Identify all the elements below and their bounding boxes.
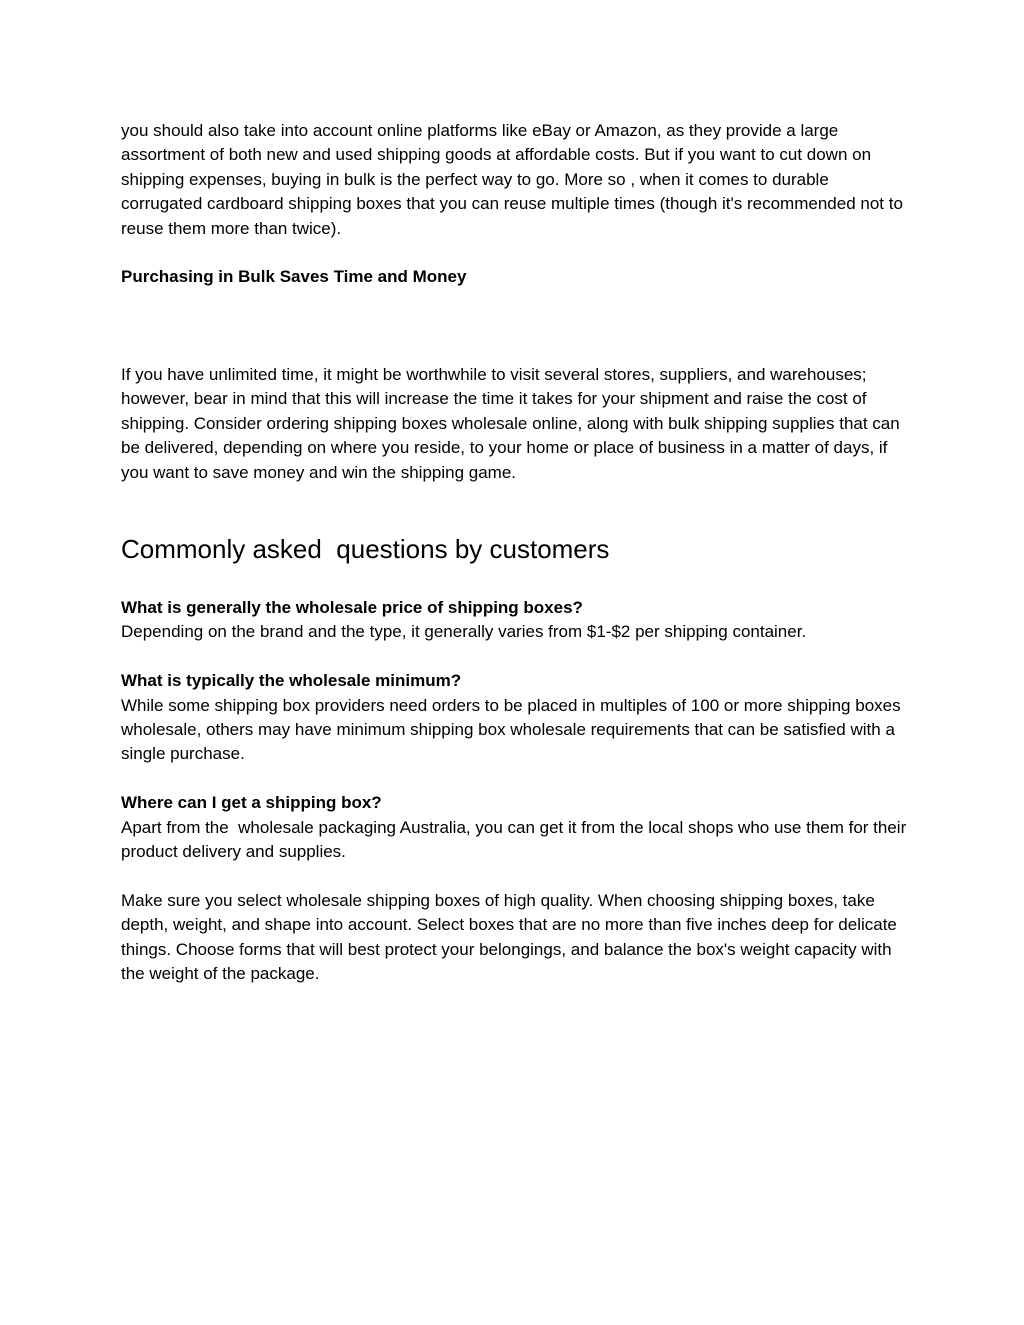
faq-question: Where can I get a shipping box? [121,793,382,813]
faq-answer: Apart from the wholesale packaging Australia, you can get it from the local shops who use them for their product delivery and supplies. [121,817,911,862]
intro-paragraph: you should also take into account online platforms like eBay or Amazon, as they provide a large assortment of both new and used shipping goods at affordable costs. But if you want to cut down on shipping expenses, buying in bulk is the perfect way to go. More so , when it comes to durable corrugated cardboard shipping boxes that you can reuse multiple times (though it's recommended not to reuse them more than twice). [121,121,903,238]
bulk-section-heading: Purchasing in Bulk Saves Time and Money [121,267,467,287]
faq-answer: While some shipping box providers need orders to be placed in multiples of 100 or more shipping boxes wholesale, others may have minimum shipping box wholesale requirements that can be satisfied with a single purchase. [121,695,901,764]
closing-paragraph: Make sure you select wholesale shipping boxes of high quality. When choosing shipping boxes, take depth, weight, and shape into account. Select boxes that are no more than five inches deep for delicate things. Choose forms that will best protect your belongings, and balance the box's weight capacity with the weight of the package. [121,890,897,984]
document-page [121,119,911,987]
bulk-section-paragraph: If you have unlimited time, it might be worthwhile to visit several stores, suppliers, and warehouses; however, bear in mind that this will increase the time it takes for your shipment and raise the cost of shipping. Consider ordering shipping boxes wholesale online, along with bulk shipping supplies that can be delivered, depending on where you reside, to your home or place of business in a matter of days, if you want to save money and win the shipping game. [121,365,900,482]
faq-question: What is typically the wholesale minimum? [121,671,462,691]
faq-answer: Depending on the brand and the type, it generally varies from $1-$2 per shipping container. [121,622,807,642]
faq-question: What is generally the wholesale price of shipping boxes? [121,598,583,618]
faq-heading: Commonly asked questions by customers [121,534,610,565]
